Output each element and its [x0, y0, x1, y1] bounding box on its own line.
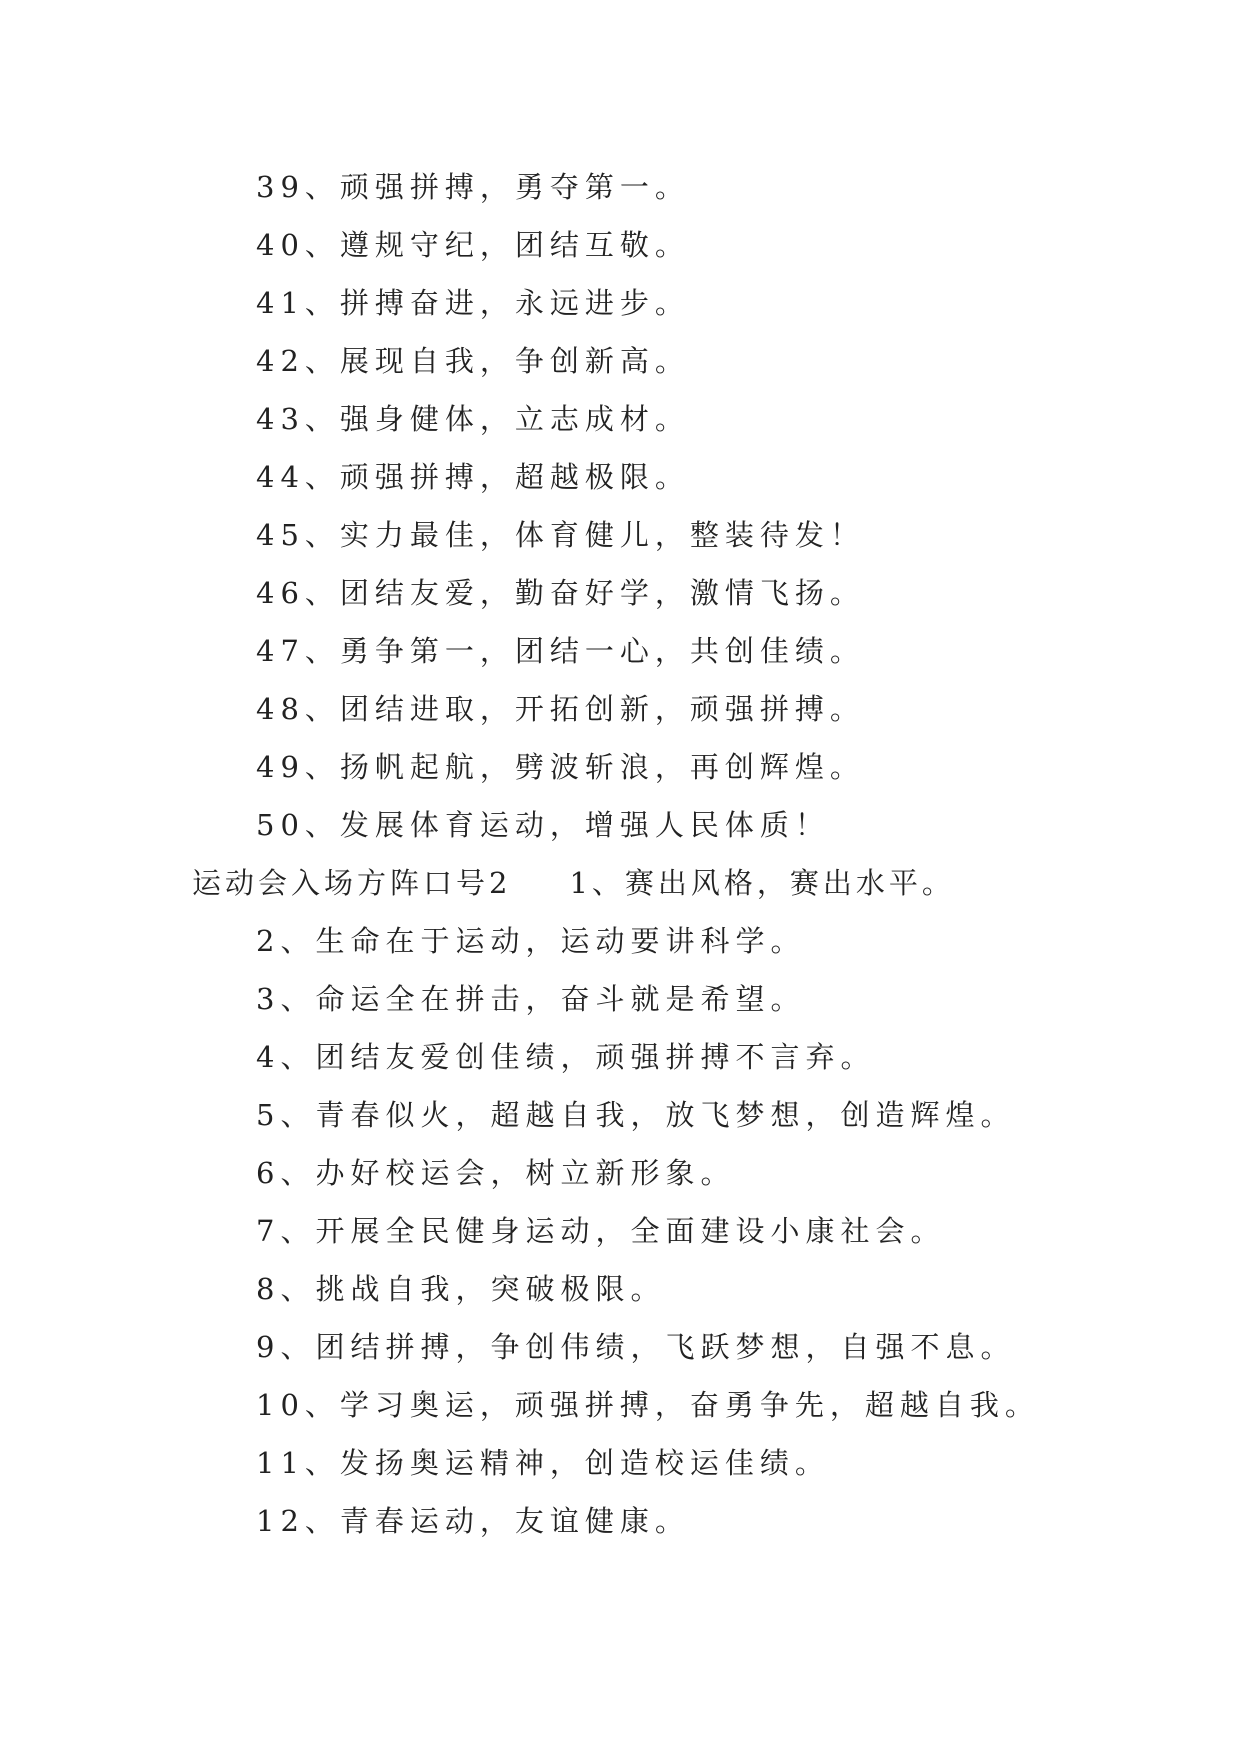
slogan-line-10: 10、学习奥运，顽强拼搏，奋勇争先，超越自我。 — [256, 1388, 1040, 1422]
slogan-line-40: 40、遵规守纪，团结互敬。 — [256, 228, 690, 262]
slogan-line-3: 3、命运全在拼击，奋斗就是希望。 — [256, 982, 806, 1016]
slogan-line-1: 1、赛出风格，赛出水平。 — [569, 866, 955, 900]
slogan-line-48: 48、团结进取，开拓创新，顽强拼搏。 — [256, 692, 865, 726]
slogan-line-50: 50、发展体育运动，增强人民体质！ — [256, 808, 830, 842]
slogan-line-44: 44、顽强拼搏，超越极限。 — [256, 460, 690, 494]
slogan-line-6: 6、办好校运会，树立新形象。 — [256, 1156, 736, 1190]
slogan-line-4: 4、团结友爱创佳绩，顽强拼搏不言弃。 — [256, 1040, 876, 1074]
slogan-line-11: 11、发扬奥运精神，创造校运佳绩。 — [256, 1446, 830, 1480]
section-title: 运动会入场方阵口号2 — [192, 866, 512, 900]
slogan-line-45: 45、实力最佳，体育健儿，整装待发！ — [256, 518, 865, 552]
slogan-line-9: 9、团结拼搏，争创伟绩，飞跃梦想，自强不息。 — [256, 1330, 1016, 1364]
slogan-line-8: 8、挑战自我，突破极限。 — [256, 1272, 666, 1306]
slogan-line-49: 49、扬帆起航，劈波斩浪，再创辉煌。 — [256, 750, 865, 784]
slogan-line-41: 41、拼搏奋进，永远进步。 — [256, 286, 690, 320]
slogan-line-47: 47、勇争第一，团结一心，共创佳绩。 — [256, 634, 865, 668]
slogan-line-7: 7、开展全民健身运动，全面建设小康社会。 — [256, 1214, 946, 1248]
slogan-line-46: 46、团结友爱，勤奋好学，激情飞扬。 — [256, 576, 865, 610]
slogan-line-39: 39、顽强拼搏，勇夺第一。 — [256, 170, 690, 204]
slogan-line-12: 12、青春运动，友谊健康。 — [256, 1504, 690, 1538]
section-heading-line — [192, 854, 955, 912]
slogan-line-5: 5、青春似火，超越自我，放飞梦想，创造辉煌。 — [256, 1098, 1016, 1132]
slogan-line-42: 42、展现自我，争创新高。 — [256, 344, 690, 378]
slogan-line-2: 2、生命在于运动，运动要讲科学。 — [256, 924, 806, 958]
slogan-line-43: 43、强身健体，立志成材。 — [256, 402, 690, 436]
